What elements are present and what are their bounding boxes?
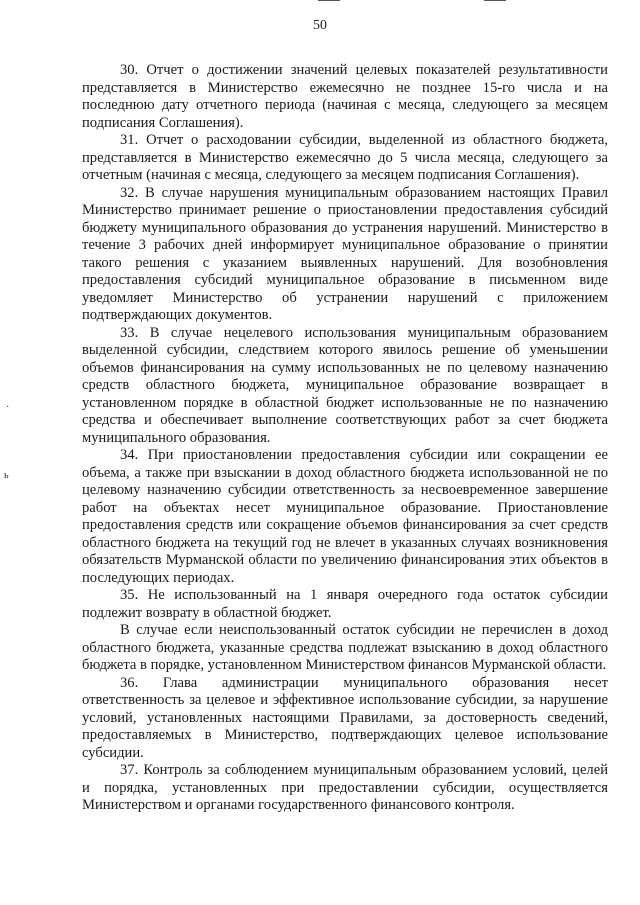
document-body [82,62,608,815]
top-scan-mark-left [318,0,340,1]
paragraph-30: 30. Отчет о достижении значений целевых показателей результативности представляется в Министерство ежемесячно не позднее 15-го числа и на последнюю дату отчетного периода (начиная с месяца, следующего за месяцем подписания Соглашения). [82,62,608,131]
paragraph-31: 31. Отчет о расходовании субсидии, выделенной из областного бюджета, представляется в Министерство ежемесячно до 5 числа месяца, следующего за отчетным (начиная с месяца, следующего за месяцем подписания Соглашения). [82,132,608,183]
margin-mark: ь [4,470,9,481]
margin-mark: · [6,402,10,413]
paragraph-34: 34. При приостановлении предоставления субсидии или сокращении ее объема, а также при взыскании в доход областного бюджета использованной не по целевому назначению субсидии ответственность за несвоевременное завершение работ на объектах несет муниципальное образование. Приостановление предоставления средств или сокращение объемов финансирования за счет средств областного бюджета на текущий год не влечет в указанных случаях возникновения обязательств Мурманской области по увеличению финансирования этих объектов в последующих периодах. [82,447,608,586]
paragraph-35: 35. Не использованный на 1 января очередного года остаток субсидии подлежит возврату в областной бюджет. [82,587,608,621]
paragraph-35-continued: В случае если неиспользованный остаток субсидии не перечислен в доход областного бюджета, указанные средства подлежат взысканию в доход областного бюджета в порядке, установленном Министерством финансов Мурманской области. [82,622,608,673]
page-number: 50 [313,18,327,33]
top-scan-mark-right [484,0,506,1]
paragraph-33: 33. В случае нецелевого использования муниципальным образованием выделенной субсидии, следствием которого явилось решение об уменьшении объемов финансирования на сумму использованных не по целевому назначению средств областного бюджета, муниципальное образование возвращает в установленном порядке в областной бюджет использованные не по назначению средства и обеспечивает выполнение соответствующих работ за счет бюджета муниципального образования. [82,324,608,446]
paragraph-36: 36. Глава администрации муниципального образования несет ответственность за целевое и эффективное использование субсидии, за нарушение условий, установленных настоящими Правилами, за достоверность сведений, предоставляемых в Министерство, подтверждающих целевое использование субсидии. [82,674,608,761]
paragraph-32: 32. В случае нарушения муниципальным образованием настоящих Правил Министерство принимает решение о приостановлении предоставления субсидий бюджету муниципального образования до устранения нарушений. Министерство в течение 3 рабочих дней информирует муниципальное образование о принятии такого решения с указанием выявленных нарушений. Для возобновления предоставления субсидий муниципальное образование в письменном виде уведомляет Министерство об устранении нарушений с приложением подтверждающих документов. [82,184,608,323]
paragraph-37: 37. Контроль за соблюдением муниципальным образованием условий, целей и порядка, установленных при предоставлении субсидии, осуществляется Министерством и органами государственного финансового контроля. [82,762,608,813]
